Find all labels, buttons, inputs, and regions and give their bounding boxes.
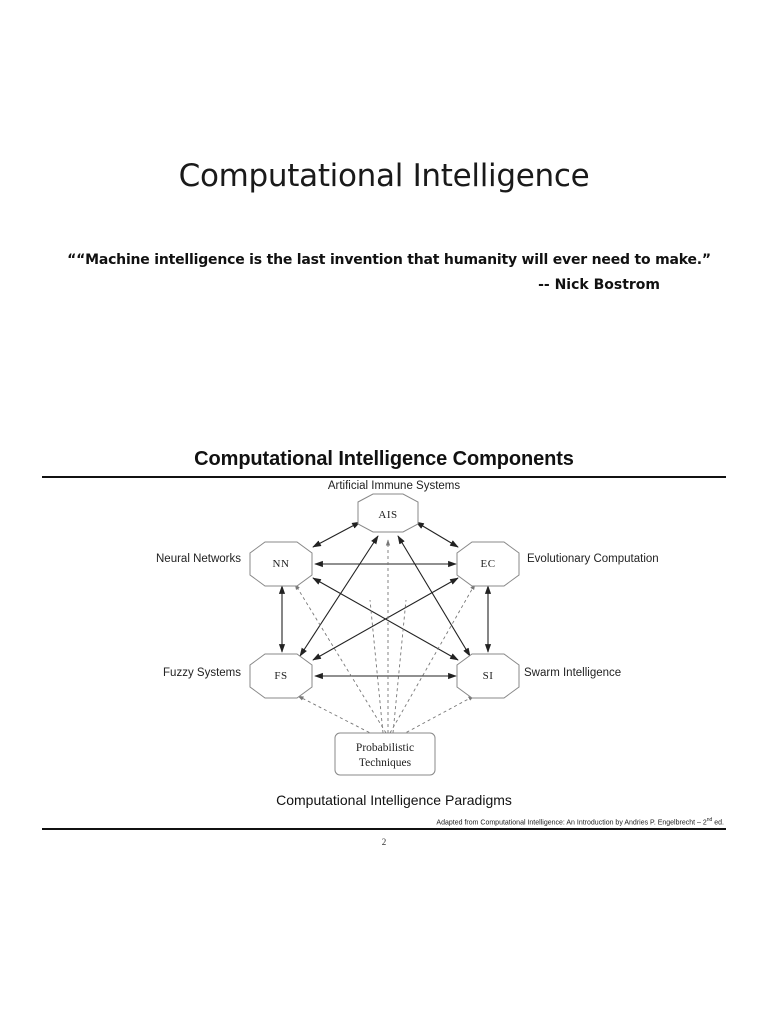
page-number: 2 [381,837,387,847]
node-ec-abbr: EC [480,558,496,570]
edge-pt-fs [298,696,380,738]
paradigms-diagram [0,476,768,796]
label-neural-networks: Neural Networks [156,553,241,565]
figure-title: Computational Intelligence Components [194,448,574,470]
solid-connections [282,522,488,676]
edge-pt-nn [295,584,386,733]
credit-text: Adapted from Computational Intelligence: An Introduction by Andries P. Engelbrecht – 2 [436,819,707,827]
edge-ais-ec [416,522,458,547]
pt-line2: Techniques [358,757,412,769]
node-si [457,654,519,698]
node-nn-abbr: NN [272,558,290,570]
pt-line1: Probabilistic [355,742,415,754]
credit-suffix: ed. [712,819,724,827]
label-fuzzy-systems: Fuzzy Systems [163,667,241,679]
node-ais-abbr: AIS [378,509,398,521]
edge-pt-right-center [393,600,406,733]
label-artificial-immune-systems: Artificial Immune Systems [327,480,461,492]
credit-superscript: nd [706,817,713,823]
node-nn [250,542,312,586]
dashed-connections [295,540,475,738]
node-ais [358,494,418,532]
figure-caption: Computational Intelligence Paradigms [276,792,512,808]
node-ec [457,542,519,586]
node-si-abbr: SI [482,670,494,682]
edge-pt-ec [390,584,475,733]
edge-pt-si [396,696,474,738]
edge-pt-left-center [370,600,383,733]
node-fs [250,654,312,698]
bottom-rule [42,828,726,830]
page-title: Computational Intelligence [178,158,590,194]
figure-credit [436,817,724,826]
edge-ais-nn [313,522,360,547]
node-fs-abbr: FS [274,670,288,682]
label-swarm-intelligence: Swarm Intelligence [524,667,622,679]
label-evolutionary-computation: Evolutionary Computation [527,553,659,565]
node-probabilistic-techniques [335,733,435,775]
quote-text: ““Machine intelligence is the last invention that humanity will ever need to make.” [67,252,711,268]
quote-attribution: -- Nick Bostrom [538,277,660,293]
